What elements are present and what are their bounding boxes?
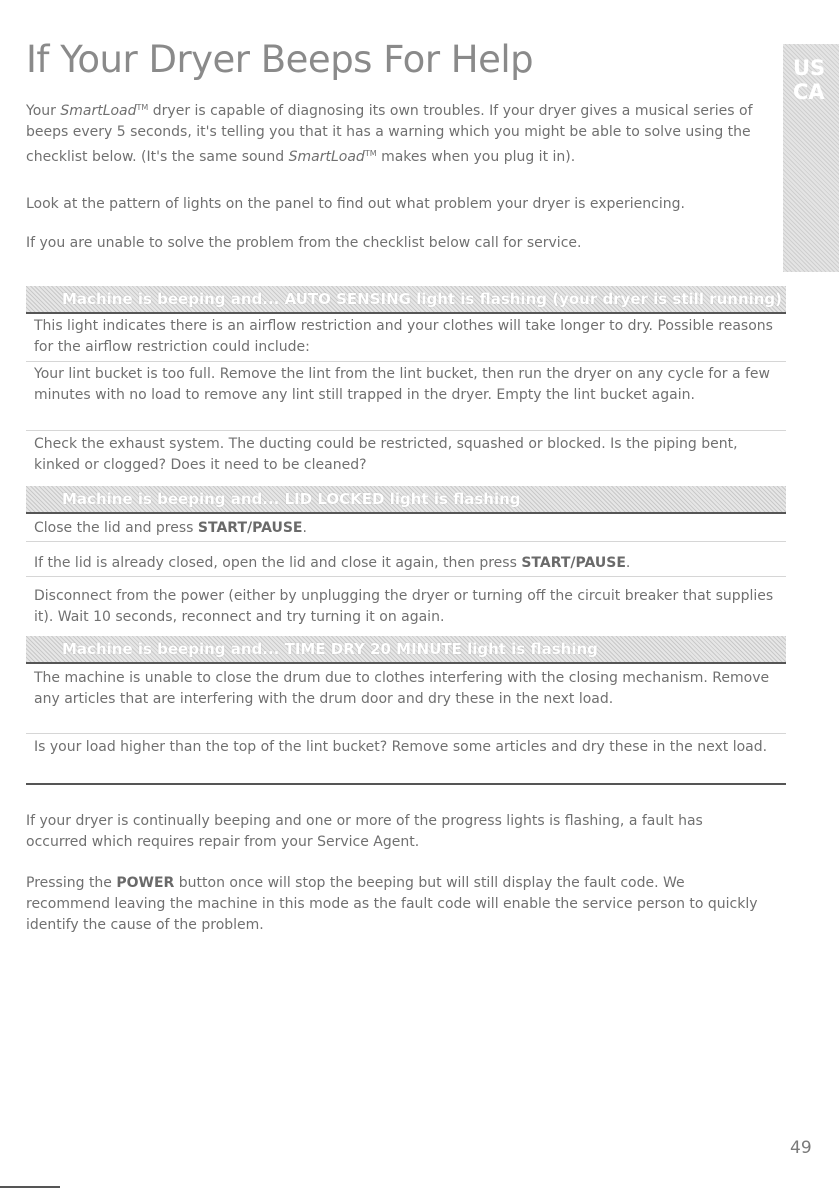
checklist-row: The machine is unable to close the drum due to clothes interfering with the closing mechanism. Remove any articles that are interfering with the drum door and dry these in the next load. xyxy=(26,668,786,734)
language-tab xyxy=(783,44,839,272)
intro-paragraph-2: Look at the pattern of lights on the panel to find out what problem your dryer is experiencing. xyxy=(26,196,685,212)
trademark: TM xyxy=(364,149,377,158)
outro-paragraph-2: Pressing the POWER button once will stop the beeping but will still display the fault code. We recommend leaving the machine in this mode as the fault code will enable the service person to quickly identify the cause of the problem. xyxy=(26,875,758,933)
checklist-row: Your lint bucket is too full. Remove the lint from the lint bucket, then run the dryer on any cycle for a few minutes with no load to remove any lint still trapped in the dryer. Empty the lint bucket again. xyxy=(26,364,786,431)
checklist-row: If the lid is already closed, open the lid and close it again, then press START/PAUSE. xyxy=(26,553,786,577)
page-number: 49 xyxy=(790,1138,812,1158)
language-code-ca: CA xyxy=(793,80,825,104)
start-pause-label: START/PAUSE xyxy=(521,555,626,571)
checklist-row: This light indicates there is an airflow restriction and your clothes will take longer to dry. Possible reasons for the airflow restriction could include: xyxy=(26,316,786,362)
section-heading-auto-sensing: Machine is beeping and... AUTO SENSING light is flashing (your dryer is still running) xyxy=(26,286,786,314)
footer-rule xyxy=(0,1186,60,1188)
outro-paragraph-1: If your dryer is continually beeping and one or more of the progress lights is flashing, a fault has occurred which requires repair from your Service Agent. xyxy=(26,813,703,850)
language-code-us: US xyxy=(793,56,826,80)
intro-paragraph-3: If you are unable to solve the problem from the checklist below call for service. xyxy=(26,235,582,251)
intro-paragraph-1: Your SmartLoad™ dryer is capable of diagnosing its own troubles. If your dryer gives a musical series of beeps every 5 seconds, it's telling you that it has a warning which you might be able to solve using the checklist below. (It's the same sound SmartLoad™ makes when you plug it in). xyxy=(26,103,753,165)
section-heading-lid-locked: Machine is beeping and... LID LOCKED light is flashing xyxy=(26,486,786,514)
start-pause-label: START/PAUSE xyxy=(197,520,303,536)
checklist-row: Close the lid and press START/PAUSE. xyxy=(26,518,786,542)
checklist-row: Disconnect from the power (either by unplugging the dryer or turning off the circuit breaker that supplies it). Wait 10 seconds, reconnect and try turning it on again. xyxy=(34,588,774,625)
checklist-row: Check the exhaust system. The ducting could be restricted, squashed or blocked. Is the piping bent, kinked or clogged? Does it need to be cleaned? xyxy=(34,436,738,473)
trademark: TM xyxy=(136,103,149,112)
checklist-row: Is your load higher than the top of the lint bucket? Remove some articles and dry these in the next load. xyxy=(26,737,786,785)
power-label: POWER xyxy=(116,875,175,891)
section-heading-time-dry: Machine is beeping and... TIME DRY 20 MINUTE light is flashing xyxy=(26,636,786,664)
page-title: If Your Dryer Beeps For Help xyxy=(26,38,534,81)
brand-name: SmartLoad xyxy=(60,103,137,119)
brand-name: SmartLoad xyxy=(288,149,365,165)
